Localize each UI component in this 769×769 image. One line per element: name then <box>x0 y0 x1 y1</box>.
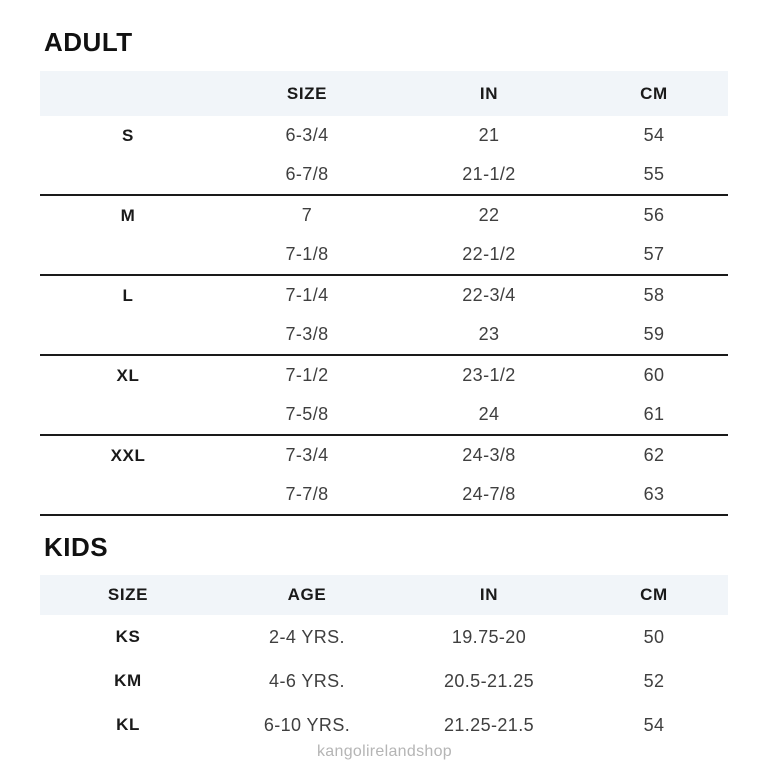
adult-group-xxl <box>40 436 728 516</box>
table-row <box>40 659 728 703</box>
adult-group-xl <box>40 356 728 436</box>
adult-size-table <box>40 71 728 516</box>
adult-header-in: IN <box>479 83 499 103</box>
size-group-label: XL <box>116 365 140 385</box>
inches-value: 22-1/2 <box>462 244 516 264</box>
cm-value: 57 <box>643 244 665 264</box>
size-value: 7 <box>301 205 313 225</box>
size-value: 7-1/8 <box>285 244 329 264</box>
inches-value: 21-1/2 <box>462 164 516 184</box>
size-group-label: XXL <box>110 445 146 465</box>
kids-header-cm: CM <box>640 585 668 604</box>
inches-value: 20.5-21.25 <box>443 670 535 691</box>
kids-section-heading: KIDS <box>44 532 109 562</box>
table-row <box>40 116 728 155</box>
size-value: 6-7/8 <box>285 164 329 184</box>
size-value: 7-5/8 <box>285 404 329 424</box>
table-row <box>40 155 728 194</box>
adult-group-s <box>40 116 728 196</box>
watermark: kangolirelandshop <box>317 743 452 760</box>
cm-value: 54 <box>643 714 665 735</box>
inches-value: 24-3/8 <box>462 445 516 465</box>
adult-header-size: SIZE <box>286 83 328 103</box>
size-value: 6-3/4 <box>285 125 329 145</box>
inches-value: 22-3/4 <box>462 285 516 305</box>
kids-table-header-row <box>40 575 728 615</box>
inches-value: 22 <box>478 205 500 225</box>
size-value: 7-3/4 <box>285 445 329 465</box>
cm-value: 56 <box>643 205 665 225</box>
kids-header-in: IN <box>479 585 499 604</box>
table-row <box>40 356 728 395</box>
kids-size-label: KS <box>115 627 141 646</box>
cm-value: 63 <box>643 484 665 504</box>
size-value: 7-7/8 <box>285 484 329 504</box>
inches-value: 19.75-20 <box>451 626 527 647</box>
size-value: 7-1/4 <box>285 285 329 305</box>
size-group-label: S <box>122 125 134 145</box>
cm-value: 52 <box>643 670 665 691</box>
cm-value: 60 <box>643 365 665 385</box>
cm-value: 58 <box>643 285 665 305</box>
table-row <box>40 615 728 659</box>
table-row <box>40 196 728 235</box>
age-value: 4-6 YRS. <box>269 670 345 691</box>
table-row <box>40 395 728 434</box>
cm-value: 59 <box>643 324 665 344</box>
table-row <box>40 436 728 475</box>
age-value: 6-10 YRS. <box>263 714 351 735</box>
kids-header-size: SIZE <box>107 585 149 604</box>
kids-size-table <box>40 575 728 747</box>
cm-value: 55 <box>643 164 665 184</box>
size-value: 7-1/2 <box>285 365 329 385</box>
kids-header-age: AGE <box>287 585 327 604</box>
adult-group-l <box>40 276 728 356</box>
table-row <box>40 235 728 274</box>
table-row <box>40 475 728 514</box>
inches-value: 23 <box>478 324 500 344</box>
inches-value: 23-1/2 <box>462 365 516 385</box>
inches-value: 21 <box>478 125 500 145</box>
inches-value: 24 <box>478 404 500 424</box>
cm-value: 62 <box>643 445 665 465</box>
table-row <box>40 276 728 315</box>
age-value: 2-4 YRS. <box>269 626 345 647</box>
cm-value: 54 <box>643 125 665 145</box>
inches-value: 21.25-21.5 <box>443 714 535 735</box>
cm-value: 50 <box>643 626 665 647</box>
adult-section-heading: ADULT <box>44 27 133 57</box>
inches-value: 24-7/8 <box>462 484 516 504</box>
size-value: 7-3/8 <box>285 324 329 344</box>
kids-size-label: KM <box>114 671 142 690</box>
table-row <box>40 315 728 354</box>
kids-size-label: KL <box>116 715 140 734</box>
table-row <box>40 703 728 747</box>
cm-value: 61 <box>643 404 665 424</box>
adult-header-cm: CM <box>640 83 668 103</box>
size-group-label: L <box>122 285 134 305</box>
size-group-label: M <box>120 205 136 225</box>
adult-group-m <box>40 196 728 276</box>
adult-table-header-row <box>40 71 728 116</box>
